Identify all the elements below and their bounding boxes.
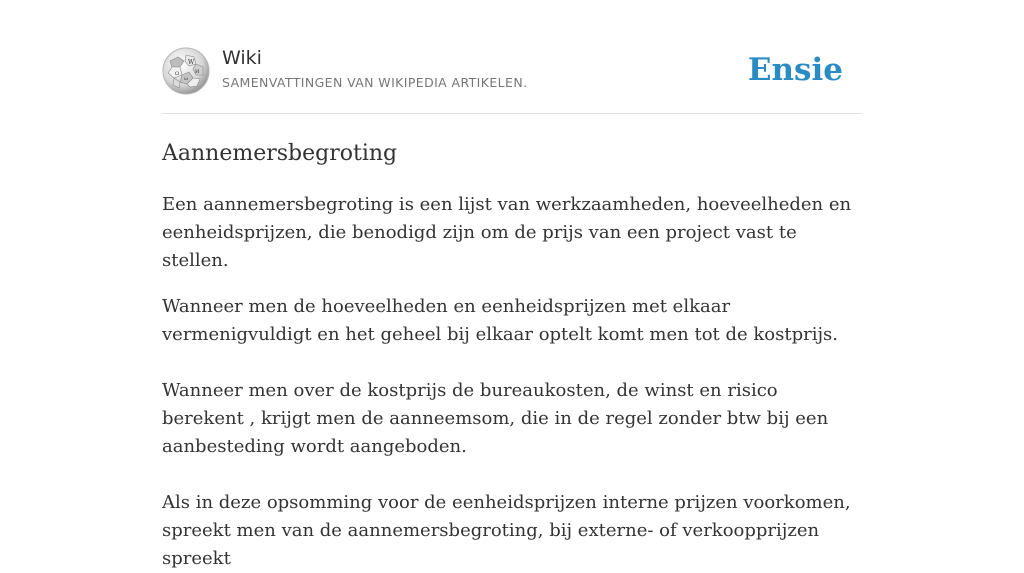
article xyxy=(162,139,862,573)
site-subtitle: SAMENVATTINGEN VAN WIKIPEDIA ARTIKELEN. xyxy=(222,75,528,90)
article-paragraph: Wanneer men de hoeveelheden en eenheidsprijzen met elkaar vermenigvuldigt en het geheel bij elkaar optelt komt men tot de kostprijs. Wanneer men over de kostprijs de bureaukosten, de winst en risico berekent , krijgt men de aanneemsom, die in de regel zonder btw bij een aanbesteding wordt aangeboden. Als in deze opsomming voor de eenheidsprijzen interne prijzen voorkomen, spreekt men van de aannemersbegroting, bij externe- of verkoopprijzen spreekt xyxy=(162,296,851,569)
brand-logo-link[interactable]: Ensie xyxy=(747,52,843,88)
svg-text:W: W xyxy=(188,59,195,66)
page xyxy=(162,0,862,573)
article-paragraph: Een aannemersbegroting is een lijst van werkzaamheden, hoeveelheden en eenheidsprijzen, die benodigd zijn om de prijs van een project vast te stellen. xyxy=(162,194,852,271)
article-title: Aannemersbegroting xyxy=(162,141,398,166)
site-header xyxy=(162,0,862,114)
svg-text:Ω: Ω xyxy=(175,71,180,77)
svg-text:И: И xyxy=(195,69,200,75)
site-title[interactable]: Wiki xyxy=(222,47,262,69)
svg-text:ω: ω xyxy=(184,76,189,82)
wikipedia-globe-icon[interactable] xyxy=(162,47,210,95)
